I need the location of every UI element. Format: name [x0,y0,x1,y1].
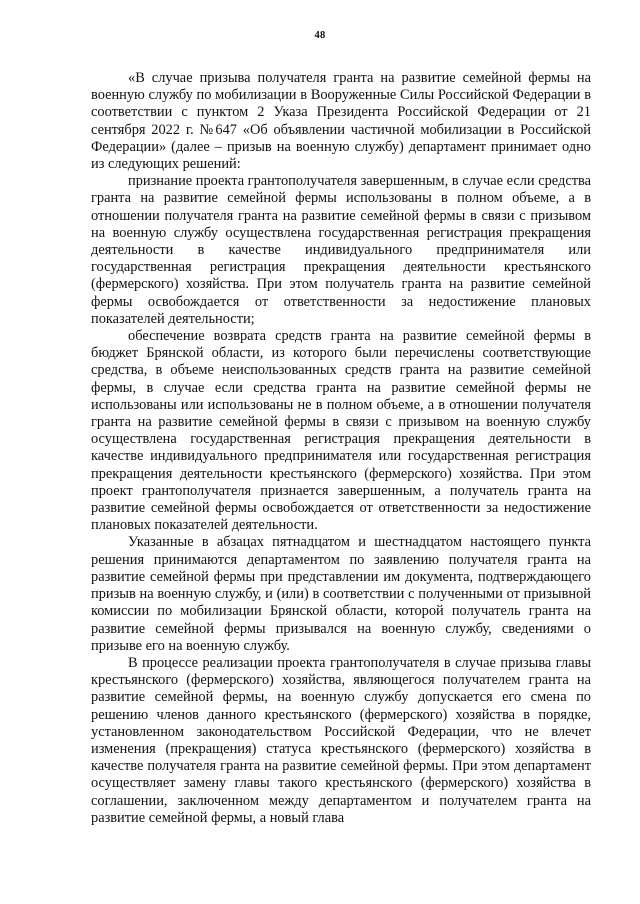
paragraph-decision-basis: Указанные в абзацах пятнадцатом и шестнадцатом настоящего пункта решения принимаются департаментом по заявлению получателя гранта на развитие семейной фермы при представлении им документа, подтверждающего призыв на военную службу, и (или) в соответствии с полученными от призывной комиссии по мобилизации Брянской области, которой получатель гранта на развитие семейной фермы призывался на военную службу, сведениями о призыве его на военную службу. [91,534,591,654]
document-body [91,70,591,827]
page-number: 48 [314,30,326,41]
paragraph-grant-return: обеспечение возврата средств гранта на развитие семейной фермы в бюджет Брянской области, из которого были перечислены соответствующие средства, в объеме неиспользованных средств гранта на развитие семейной фермы, в случае если средства гранта на развитие семейной фермы не использованы или использованы не в полном объеме, а в отношении получателя гранта на развитие семейной фермы в связи с призывом на военную службу осуществлена государственная регистрация прекращения деятельности в качестве индивидуального предпринимателя или государственная регистрация прекращения деятельности крестьянского (фермерского) хозяйства. При этом проект грантополучателя признается завершенным, а получатель гранта на развитие семейной фермы освобождается от ответственности за недостижение плановых показателей деятельности. [91,328,591,534]
paragraph-head-replacement: В процессе реализации проекта грантополучателя в случае призыва главы крестьянского (фермерского) хозяйства, являющегося получателем гранта на развитие семейной фермы, на военную службу допускается его смена по решению членов данного крестьянского (фермерского) хозяйства в порядке, установленном законодательством Российской Федерации, что не влечет изменения (прекращения) статуса крестьянского (фермерского) хозяйства в качестве получателя гранта на развитие семейной фермы. При этом департамент осуществляет замену главы такого крестьянского (фермерского) хозяйства в соглашении, заключенном между департаментом и получателем гранта на развитие семейной фермы, а новый глава [91,654,591,826]
paragraph-project-completed: признание проекта грантополучателя завершенным, в случае если средства гранта на развитие семейной фермы использованы в полном объеме, а в отношении получателя гранта на развитие семейной фермы в связи с призывом на военную службу осуществлена государственная регистрация прекращения деятельности в качестве индивидуального предпринимателя или государственная регистрация прекращения деятельности крестьянского (фермерского) хозяйства. При этом получатель гранта на развитие семейной фермы освобождается от ответственности за недостижение плановых показателей деятельности; [91,173,591,327]
paragraph-mobilization-intro: «В случае призыва получателя гранта на развитие семейной фермы на военную службу по мобилизации в Вооруженные Силы Российской Федерации в соответствии с пунктом 2 Указа Президента Российской Федерации от 21 сентября 2022 г. №647 «Об объявлении частичной мобилизации в Российской Федерации» (далее – призыв на военную службу) департамент принимает одно из следующих решений: [91,70,591,173]
